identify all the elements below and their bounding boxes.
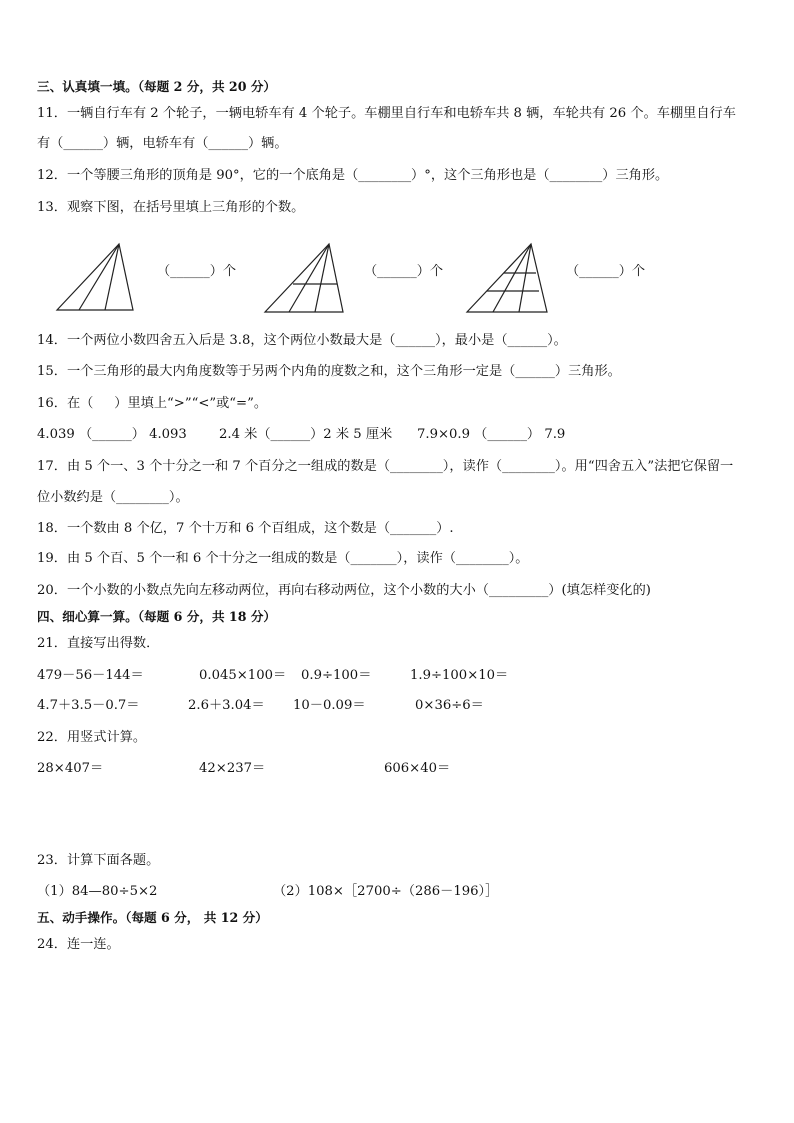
question-21-row1-item: 479－56－144＝: [37, 668, 144, 683]
question-19: 19．由 5 个百、5 个一和 6 个十分之一组成的数是（_______），读作（________）。: [37, 551, 529, 566]
question-17-line-2: 位小数约是（________）。: [37, 490, 189, 505]
question-24: 24．连一连。: [37, 937, 120, 952]
question-16-item-2: 2.4 米（______）2 米 5 厘米: [219, 427, 393, 442]
question-23-item-1: （1）84—80÷5×2: [37, 884, 158, 899]
question-21-row1-item: 0.045×100＝: [199, 668, 287, 683]
question-15: 15．一个三角形的最大内角度数等于另两个内角的度数之和，这个三角形一定是（______）三角形。: [37, 364, 621, 379]
question-13-blank-2[interactable]: （______）个: [364, 264, 444, 279]
question-16: 16．在（ ）里填上“>”“<”或“=”。: [37, 396, 268, 411]
question-18: 18．一个数由 8 个亿，7 个十万和 6 个百组成，这个数是（_______）.: [37, 521, 454, 536]
question-21-row2-item: 2.6＋3.04＝: [188, 698, 265, 713]
question-23: 23．计算下面各题。: [37, 853, 160, 868]
question-22: 22．用竖式计算。: [37, 730, 147, 745]
section-5-title: 五、动手操作。（每题 6 分， 共 12 分）: [37, 910, 268, 925]
question-21-row1-item: 1.9÷100×10＝: [410, 668, 509, 683]
question-21-row1-item: 0.9÷100＝: [301, 668, 372, 683]
question-16-item-3: 7.9×0.9 （______） 7.9: [417, 427, 566, 442]
question-14: 14．一个两位小数四舍五入后是 3.8，这个两位小数最大是（______），最小是（______）。: [37, 333, 567, 348]
section-3-title: 三、认真填一填。（每题 2 分，共 20 分）: [37, 79, 277, 94]
question-22-item: 42×237＝: [199, 761, 266, 776]
triangle-figure-3: [465, 242, 549, 314]
question-17-line-1: 17．由 5 个一、3 个十分之一和 7 个百分之一组成的数是（________），读作（________）。用“四舍五入”法把它保留一: [37, 459, 734, 474]
triangle-figure-2: [263, 242, 345, 314]
question-21-row2-item: 0×36÷6＝: [415, 698, 484, 713]
section-4-title: 四、细心算一算。（每题 6 分，共 18 分）: [37, 609, 277, 624]
question-16-item-1: 4.039 （______） 4.093: [37, 427, 187, 442]
question-13: 13．观察下图，在括号里填上三角形的个数。: [37, 200, 305, 215]
question-21-row2-item: 10－0.09＝: [293, 698, 366, 713]
triangle-figure-1: [55, 242, 135, 312]
question-13-blank-1[interactable]: （______）个: [157, 264, 237, 279]
question-20: 20．一个小数的小数点先向左移动两位，再向右移动两位，这个小数的大小（_________）(填怎样变化的): [37, 583, 651, 598]
question-22-item: 606×40＝: [384, 761, 451, 776]
question-21: 21．直接写出得数．: [37, 636, 160, 651]
question-22-item: 28×407＝: [37, 761, 104, 776]
question-13-blank-3[interactable]: （______）个: [566, 264, 646, 279]
question-11-line-2: 有（______）辆，电轿车有（______）辆。: [37, 136, 288, 151]
question-23-item-2: （2）108×［2700÷（286－196）］: [273, 884, 499, 899]
question-12: 12．一个等腰三角形的顶角是 90°，它的一个底角是（________）°，这个三角形也是（________）三角形。: [37, 168, 669, 183]
question-21-row2-item: 4.7＋3.5－0.7＝: [37, 698, 140, 713]
question-11-line-1: 11．一辆自行车有 2 个轮子，一辆电轿车有 4 个轮子。车棚里自行车和电轿车共 8 辆，车轮共有 26 个。车棚里自行车: [37, 106, 736, 121]
